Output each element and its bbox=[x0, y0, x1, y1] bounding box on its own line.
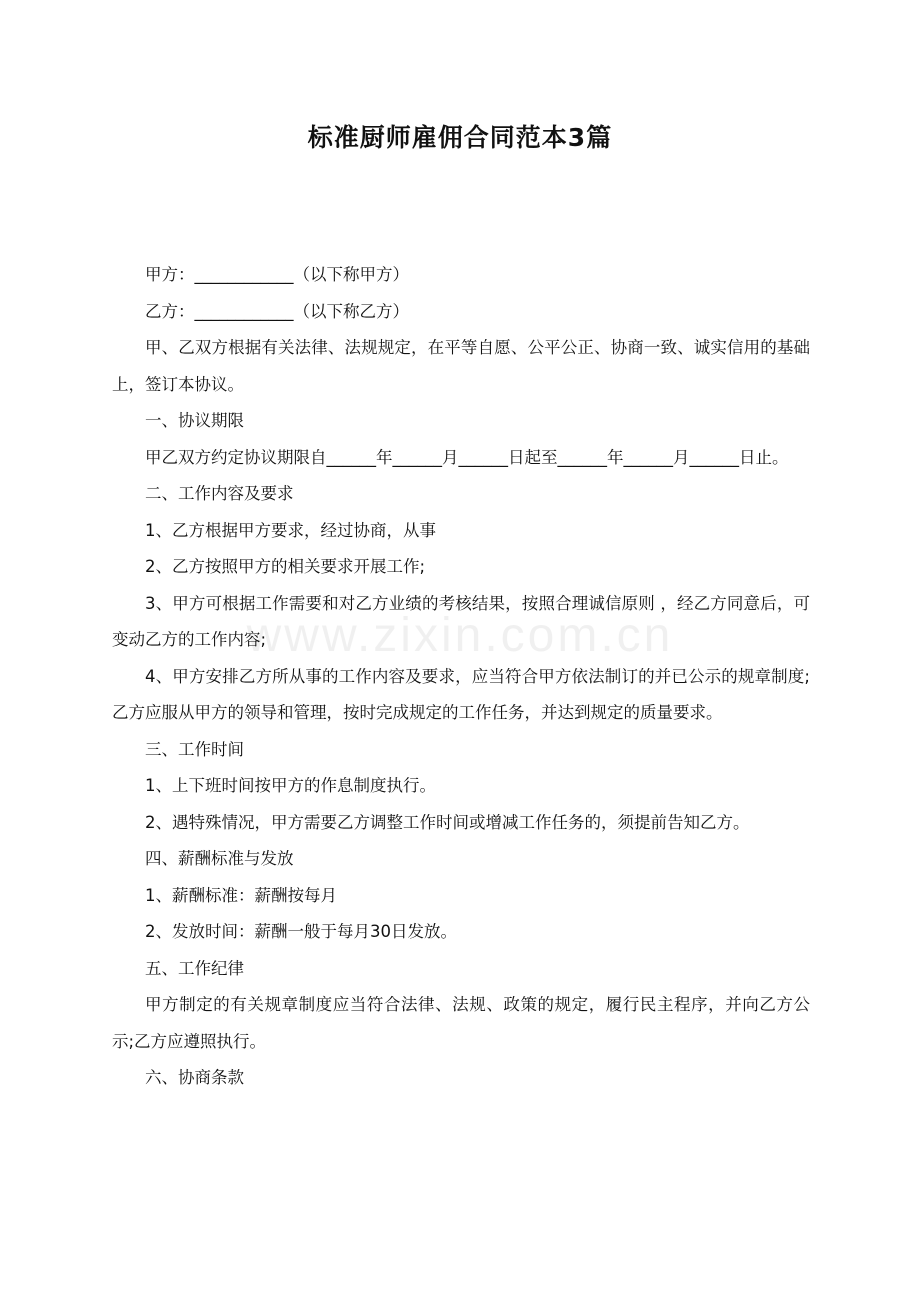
section-heading-salary: 四、薪酬标准与发放 bbox=[145, 849, 294, 868]
salary-item-1: 1、薪酬标准：薪酬按每月 bbox=[145, 885, 337, 905]
party-a-line: 甲方：____________（以下称甲方） bbox=[145, 265, 409, 284]
section-heading-discipline: 五、工作纪律 bbox=[145, 958, 244, 978]
preamble-paragraph: 甲、乙双方根据有关法律、法规规定，在平等自愿、公平公正、协商一致、诚实信用的基础上，签订本协议。 bbox=[112, 338, 810, 394]
work-content-item-1: 1、乙方根据甲方要求，经过协商，从事 bbox=[145, 520, 436, 540]
discipline-paragraph: 甲方制定的有关规章制度应当符合法律、法规、政策的规定，履行民主程序，并向乙方公示;乙方应遵照执行。 bbox=[112, 995, 810, 1051]
work-content-item-3: 3、甲方可根据工作需要和对乙方业绩的考核结果，按照合理诚信原则 ，经乙方同意后，可变动乙方的工作内容; bbox=[112, 593, 810, 649]
section-heading-work-time: 三、工作时间 bbox=[145, 739, 244, 759]
document-body bbox=[112, 257, 810, 1097]
work-content-item-2: 2、乙方按照甲方的相关要求开展工作; bbox=[145, 557, 426, 576]
salary-item-2: 2、发放时间：薪酬一般于每月30日发放。 bbox=[145, 922, 457, 941]
section-heading-work-content: 二、工作内容及要求 bbox=[145, 484, 294, 503]
work-time-item-2: 2、遇特殊情况，甲方需要乙方调整工作时间或增减工作任务的，须提前告知乙方。 bbox=[145, 812, 750, 832]
section-heading-negotiation: 六、协商条款 bbox=[145, 1068, 244, 1087]
document-title: 标准厨师雇佣合同范本3篇 bbox=[307, 123, 613, 152]
section-heading-term: 一、协议期限 bbox=[145, 411, 244, 430]
term-paragraph: 甲乙双方约定协议期限自______年______月______日起至______年______月______日止。 bbox=[145, 447, 789, 467]
work-time-item-1: 1、上下班时间按甲方的作息制度执行。 bbox=[145, 776, 436, 795]
work-content-item-4: 4、甲方安排乙方所从事的工作内容及要求，应当符合甲方依法制订的并已公示的规章制度;乙方应服从甲方的领导和管理，按时完成规定的工作任务，并达到规定的质量要求。 bbox=[112, 666, 810, 722]
party-b-line: 乙方：____________（以下称乙方） bbox=[145, 301, 409, 321]
watermark-text: www.zixin.com.cn bbox=[246, 609, 674, 662]
